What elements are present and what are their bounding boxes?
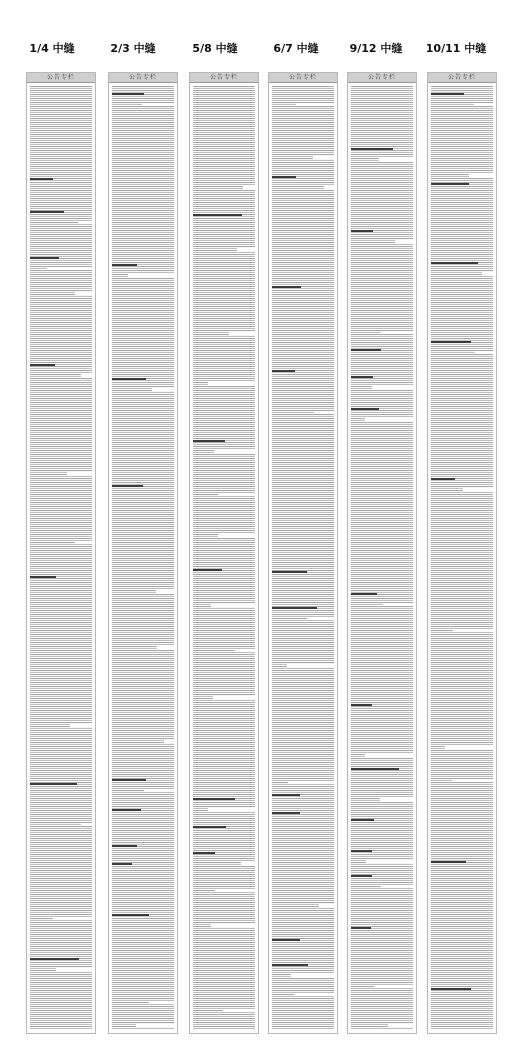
column-label-1: 1/4 中缝 <box>29 42 75 55</box>
paragraph-end <box>128 274 174 277</box>
headline-row <box>30 576 56 578</box>
paragraph-end <box>463 488 493 491</box>
column-label-2: 2/3 中缝 <box>110 42 156 55</box>
headline-row <box>351 850 372 852</box>
paragraph-end <box>294 993 334 996</box>
paragraph-end <box>241 862 255 865</box>
paragraph-end <box>365 418 413 421</box>
headline-row <box>112 264 137 266</box>
paragraph-end <box>208 382 255 385</box>
text-block <box>112 86 174 1029</box>
text-block <box>193 86 255 1029</box>
paragraph-end <box>291 974 334 977</box>
strip-header: 公告专栏 <box>109 73 177 83</box>
headline-row <box>272 812 300 814</box>
headline-row <box>272 794 300 796</box>
paragraph-end <box>211 604 255 607</box>
paragraph-end <box>380 798 413 801</box>
text-block <box>30 86 92 1029</box>
paragraph-end <box>213 696 255 699</box>
column-label-6: 10/11 中缝 <box>425 42 487 55</box>
paragraph-end <box>75 292 92 295</box>
paragraph-end <box>381 331 413 334</box>
headline-row <box>193 440 225 442</box>
paragraph-end <box>234 649 255 652</box>
paragraph-end <box>453 629 493 632</box>
headline-row <box>112 378 146 380</box>
paragraph-end <box>324 186 334 189</box>
headline-row <box>30 178 53 180</box>
newspaper-strip-4 <box>268 72 338 1034</box>
paragraph-end <box>70 724 92 727</box>
paragraph-end <box>469 174 493 177</box>
paragraph-end <box>374 985 413 988</box>
headline-row <box>272 939 300 941</box>
paragraph-end <box>215 889 255 892</box>
headline-row <box>351 704 372 706</box>
headline-row <box>431 478 455 480</box>
strip-header: 公告专栏 <box>269 73 337 83</box>
paragraph-end <box>81 374 92 377</box>
paragraph-end <box>211 924 255 927</box>
headline-row <box>272 964 308 966</box>
paragraph-end <box>208 808 255 811</box>
paragraph-end <box>237 248 255 251</box>
paragraph-end <box>142 103 174 106</box>
paragraph-end <box>56 968 92 971</box>
headline-row <box>351 230 373 232</box>
headline-row <box>351 376 373 378</box>
newspaper-strip-3 <box>189 72 259 1034</box>
headline-row <box>351 927 371 929</box>
paragraph-end <box>136 1024 174 1027</box>
headline-row <box>351 875 372 877</box>
headline-row <box>272 607 317 609</box>
headline-row <box>431 988 471 990</box>
text-block <box>272 86 334 1029</box>
strip-header: 公告专栏 <box>428 73 496 83</box>
paragraph-end <box>47 267 92 270</box>
strip-header: 公告专栏 <box>190 73 258 83</box>
headline-row <box>112 914 149 916</box>
headline-row <box>351 768 399 770</box>
paragraph-end <box>288 781 334 784</box>
headline-row <box>30 211 64 213</box>
headline-row <box>30 364 55 366</box>
paragraph-end <box>152 388 174 391</box>
paragraph-end <box>144 789 174 792</box>
headline-row <box>431 183 469 185</box>
paragraph-end <box>67 472 92 475</box>
paragraph-end <box>379 158 413 161</box>
paragraph-end <box>218 493 255 496</box>
column-labels <box>0 40 510 60</box>
paragraph-end <box>366 860 413 863</box>
headline-row <box>112 845 137 847</box>
paragraph-end <box>307 617 334 620</box>
paragraph-end <box>156 590 174 593</box>
headline-row <box>431 341 471 343</box>
headline-row <box>112 809 141 811</box>
paragraph-end <box>482 272 493 275</box>
newspaper-strip-5 <box>347 72 417 1034</box>
paragraph-end <box>445 746 493 749</box>
newspaper-strip-2 <box>108 72 178 1034</box>
paragraph-end <box>164 740 174 743</box>
headline-row <box>272 286 301 288</box>
headline-row <box>193 214 242 216</box>
headline-row <box>272 176 296 178</box>
headline-row <box>112 93 144 95</box>
strip-header: 公告专栏 <box>27 73 95 83</box>
paragraph-end <box>243 186 255 189</box>
headline-row <box>431 861 466 863</box>
headline-row <box>272 370 295 372</box>
column-label-3: 5/8 中缝 <box>192 42 238 55</box>
paragraph-end <box>229 332 255 335</box>
headline-row <box>351 349 381 351</box>
headline-row <box>30 958 79 960</box>
paragraph-end <box>475 351 493 354</box>
paragraph-end <box>218 534 255 537</box>
paragraph-end <box>287 664 334 667</box>
paragraph-end <box>474 103 493 106</box>
headline-row <box>30 783 77 785</box>
paragraph-end <box>314 411 334 414</box>
paragraph-end <box>381 885 413 888</box>
newspaper-strip-1 <box>26 72 96 1034</box>
headline-row <box>351 148 393 150</box>
headline-row <box>112 779 146 781</box>
paragraph-end <box>157 646 174 649</box>
paragraph-end <box>75 541 92 544</box>
headline-row <box>193 852 215 854</box>
paragraph-end <box>313 156 334 159</box>
paragraph-end <box>452 779 493 782</box>
newspaper-strip-6 <box>427 72 497 1034</box>
paragraph-end <box>223 1009 255 1012</box>
headline-row <box>351 593 377 595</box>
headline-row <box>272 571 307 573</box>
paragraph-end <box>365 754 413 757</box>
paragraph-end <box>214 450 255 453</box>
paragraph-end <box>149 1001 174 1004</box>
headline-row <box>431 93 464 95</box>
paragraph-end <box>388 1024 413 1027</box>
headline-row <box>193 826 226 828</box>
strip-header: 公告专栏 <box>348 73 416 83</box>
headline-row <box>193 798 235 800</box>
headline-row <box>30 257 59 259</box>
headline-row <box>112 863 132 865</box>
paragraph-end <box>296 103 334 106</box>
headline-row <box>351 408 379 410</box>
paragraph-end <box>53 917 92 920</box>
headline-row <box>351 819 374 821</box>
text-block <box>431 86 493 1029</box>
headline-row <box>193 569 222 571</box>
column-label-5: 9/12 中缝 <box>349 42 403 55</box>
paragraph-end <box>78 221 92 224</box>
paragraph-end <box>319 904 334 907</box>
column-label-4: 6/7 中缝 <box>273 42 319 55</box>
paragraph-end <box>395 240 413 243</box>
paragraph-end <box>81 823 92 826</box>
headline-row <box>431 262 478 264</box>
headline-row <box>112 485 143 487</box>
paragraph-end <box>383 603 413 606</box>
paragraph-end <box>372 386 413 389</box>
